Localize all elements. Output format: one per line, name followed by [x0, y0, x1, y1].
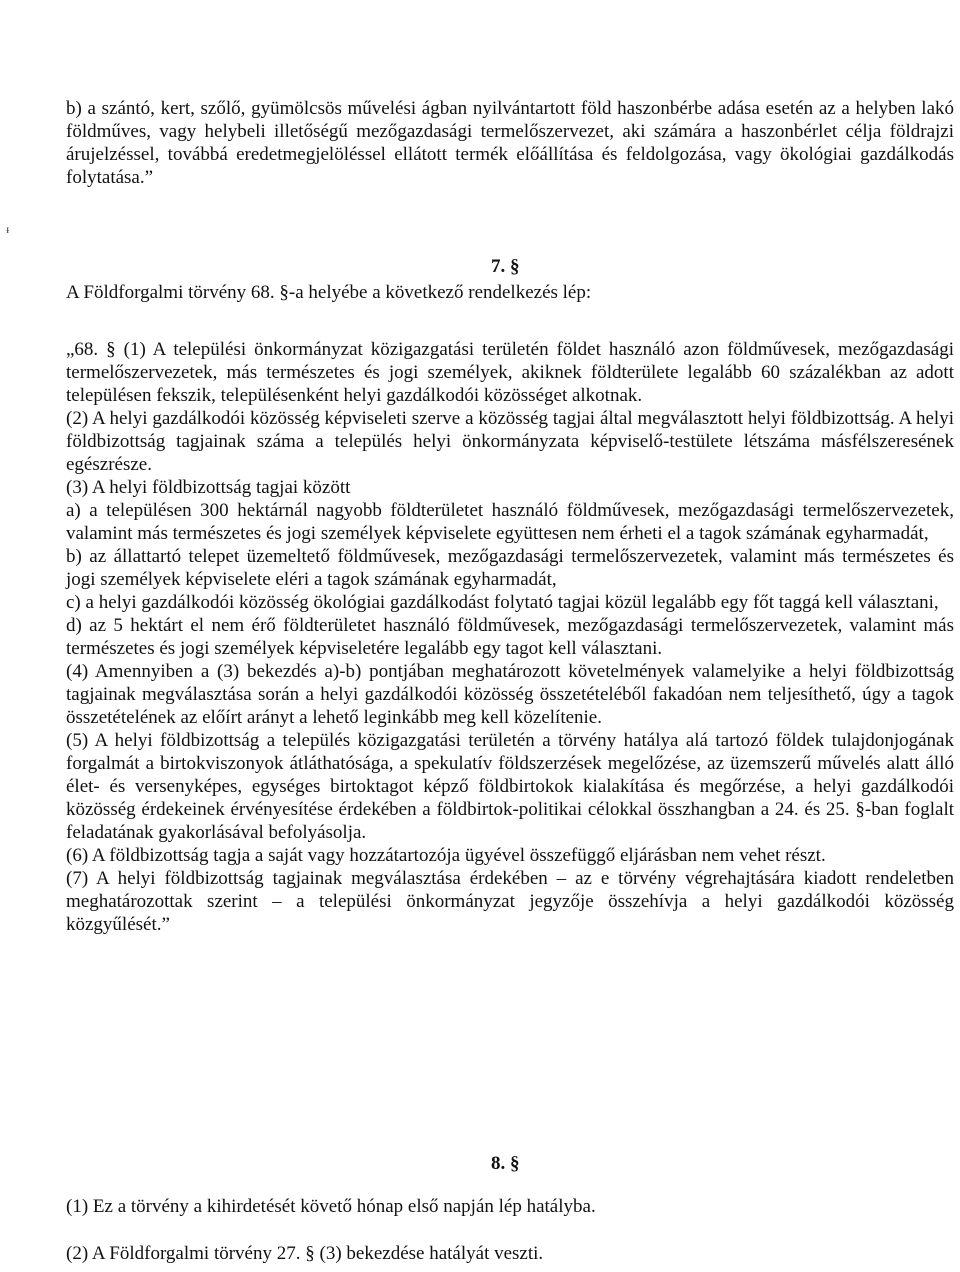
para-68-3c: c) a helyi gazdálkodói közösség ökológiai gazdálkodást folytató tagjai közül legalább egy főt taggá kell választani,	[66, 592, 939, 613]
para-68-3a: a) a településen 300 hektárnál nagyobb földterületet használó földművesek, mezőgazdasági termelőszervezetek, valamint más természetes és jogi személyek képviselete együttesen nem érheti el a tagok számának egyharmadát,	[66, 500, 954, 544]
para-68-5: (5) A helyi földbizottság a település közigazgatási területén a törvény hatálya alá tartozó földek tulajdonjogának forgalmát a birtokviszonyok átláthatósága, a spekulatív földszerzések megelőzése, az üzemszerű művelés alatt álló élet- és versenyképes, egységes birtoktagot képző földbirtokok kialakítása és megőrzése, a helyi gazdálkodói közösség érdekeinek érvényesítése érdekében a földbirtok-politikai célokkal összhangban a 24. és 25. §-ban foglalt feladatának gyakorlásával befolyásolja.	[66, 730, 954, 843]
para-68-6: (6) A földbizottság tagja a saját vagy hozzátartozója ügyével összefüggő eljárásban nem vehet részt.	[66, 845, 826, 866]
para-68-1: „68. § (1) A települési önkormányzat közigazgatási területén földet használó azon földművesek, mezőgazdasági termelőszervezetek, más természetes és jogi személyek, akiknek földterülete legalább 60 százalékban az adott településen fekszik, településenként helyi gazdálkodói közösséget alkotnak.	[66, 339, 954, 406]
paragraph-68-body	[66, 338, 954, 936]
para-68-3: (3) A helyi földbizottság tagjai között	[66, 477, 351, 498]
section-b-paragraph	[66, 97, 954, 189]
section-8-heading: 8. §	[491, 1153, 520, 1174]
section-8-para-1: (1) Ez a törvény a kihirdetését követő hónap első napján lép hatályba.	[66, 1196, 596, 1217]
section-7-intro: A Földforgalmi törvény 68. §-a helyébe a következő rendelkezés lép:	[66, 282, 592, 303]
para-68-4: (4) Amennyiben a (3) bekezdés a)-b) pontjában meghatározott követelmények valamelyike a helyi földbizottság tagjainak megválasztása során a helyi gazdálkodói közösség összetételéből fakadóan nem teljesíthető, úgy a tagok összetételének az előírt arányt a lehető leginkább meg kell közelítenie.	[66, 661, 954, 728]
section-8-para-2: (2) A Földforgalmi törvény 27. § (3) bekezdése hatályát veszti.	[66, 1243, 544, 1264]
section-b-text: b) a szántó, kert, szőlő, gyümölcsös művelési ágban nyilvántartott föld haszonbérbe adása esetén az a helyben lakó földműves, vagy helybeli illetőségű mezőgazdasági termelőszervezet, aki számára a haszonbérlet célja földrajzi árujelzéssel, továbbá eredetmegjelöléssel ellátott termék előállítása és feldolgozása, vagy ökológiai gazdálkodás folytatása.”	[66, 98, 954, 188]
para-68-3d: d) az 5 hektárt el nem érő földterületet használó földművesek, mezőgazdasági termelőszervezetek, valamint más természetes és jogi személyek képviseletére legalább egy tagot kell választani.	[66, 615, 954, 659]
section-7-heading: 7. §	[491, 256, 520, 277]
para-68-3b: b) az állattartó telepet üzemeltető földművesek, mezőgazdasági termelőszervezetek, valamint más természetes és jogi személyek képviselete eléri a tagok számának egyharmadát,	[66, 546, 954, 590]
scan-artifact: ᵻ	[6, 222, 10, 236]
para-68-2: (2) A helyi gazdálkodói közösség képviseleti szerve a közösség tagjai által megválasztott helyi földbizottság. A helyi földbizottság tagjainak száma a település helyi önkormányzata képviselő-testülete létszáma másfélszeresének egészrésze.	[66, 408, 954, 475]
para-68-7: (7) A helyi földbizottság tagjainak megválasztása érdekében – az e törvény végrehajtására kiadott rendeletben meghatározottak szerint – a települési önkormányzat jegyzője összehívja a helyi gazdálkodói közösség közgyűlését.”	[66, 868, 954, 935]
